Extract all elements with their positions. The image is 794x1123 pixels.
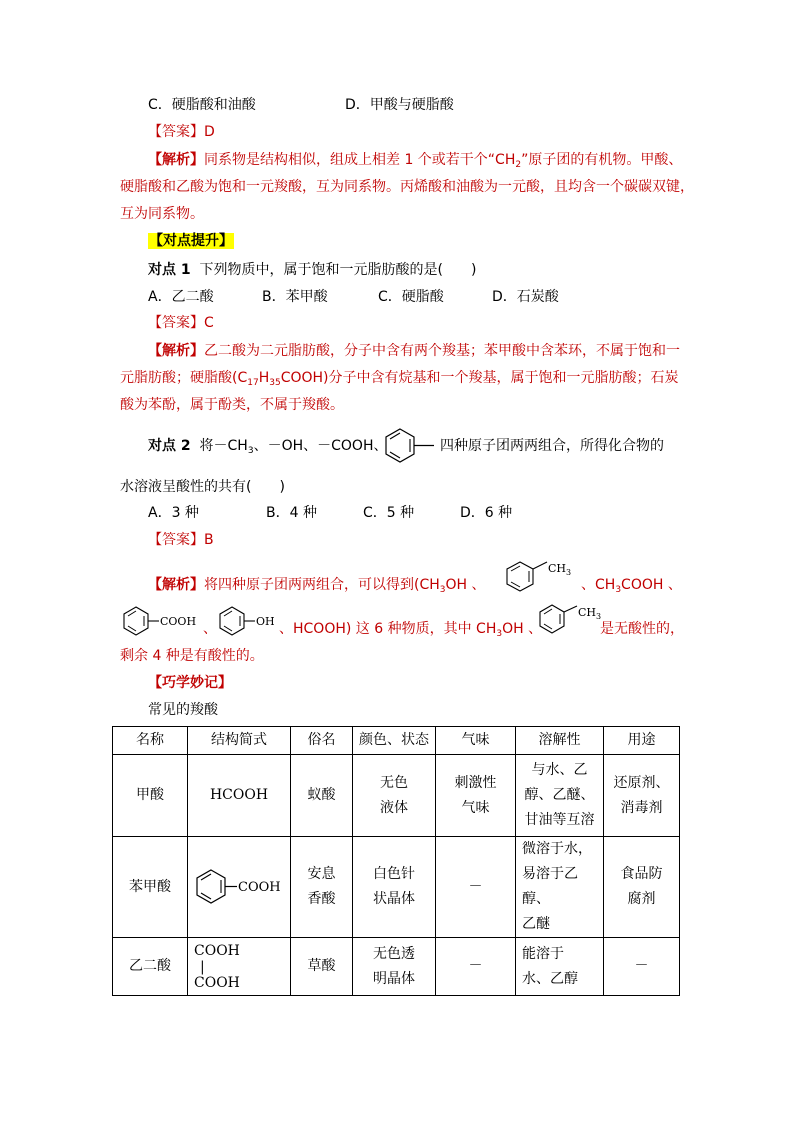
header-cell: 俗名 [291,727,353,755]
table-header-row [113,727,680,755]
q1-analysis-2: 元脂肪酸；硬脂酸$(C_{17}H_{35}COOH)$分子中含有烷基和一个羧基，属于饱和一元脂肪酸；石炭 [120,370,679,388]
q1-opt-d: D．石炭酸 [492,289,559,305]
q2-analysis-1b: 、$CH_3COOH$ 、 [581,577,682,595]
q2-analysis-2c: 是无酸性的， [600,621,684,637]
option-d: D．甲酸与硬脂酸 [345,97,454,113]
analysis-line-2: 硬脂酸和乙酸为饱和一元羧酸，互为同系物。丙烯酸和油酸为一元酸，且均含一个碳碳双键， [120,179,694,195]
acid-common-name: 蚁酸 [291,755,353,837]
acid-common-name: 安息 香酸 [291,837,353,938]
q2-stem-a: 对点 2 将$-CH_3$、－OH、－COOH、 [148,438,388,456]
q1-opt-c: C．硬脂酸 [378,289,444,305]
header-cell: 溶解性 [516,727,604,755]
acid-solubility: 与水、乙 醇、乙醚、 甘油等互溶 [516,755,604,837]
q2-analysis-2a: 、 [203,621,217,637]
benzoic-acid-structure-icon [189,867,289,907]
q2-opt-a: A．3 种 [148,505,199,521]
q2-stem-c: 四种原子团两两组合，所得化合物的 [440,438,664,454]
acid-use: － [604,938,680,996]
table-row [113,837,680,938]
header-cell: 结构简式 [188,727,291,755]
table-row [113,755,680,837]
q1-opt-b: B．苯甲酸 [262,289,328,305]
acid-name: 乙二酸 [113,938,188,996]
acid-formula: COOH | COOH [188,938,291,996]
section-title: 【对点提升】 [149,233,233,249]
acid-state: 白色针 状晶体 [353,837,436,938]
acid-formula [188,837,291,938]
acid-solubility: 能溶于 水、乙醇 [516,938,604,996]
q1-opt-a: A．乙二酸 [148,289,214,305]
svg-text:COOH: COOH [160,615,197,628]
q1-answer: 【答案】C [148,315,214,331]
acid-odor: － [436,837,516,938]
q2-analysis-1a: 【解析】将四种原子团两两组合，可以得到($CH_3OH$ 、 [148,577,486,595]
acid-odor: 刺激性 气味 [436,755,516,837]
analysis-line-1: 【解析】同系物是结构相似，组成上相差 1 个或若干个“$CH_2$”原子团的有机物。甲酸、 [148,152,683,170]
q1-stem: 对点 1 下列物质中，属于饱和一元脂肪酸的是( ) [148,262,477,278]
toluene-structure-icon [534,602,604,636]
header-cell: 名称 [113,727,188,755]
acid-use: 还原剂、 消毒剂 [604,755,680,837]
phenyl-structure-icon [378,426,436,466]
acid-use: 食品防 腐剂 [604,837,680,938]
q2-answer: 【答案】B [148,532,214,548]
header-cell: 颜色、状态 [353,727,436,755]
svg-text:CH3: $CH_3$ [578,606,602,621]
q2-opt-b: B．4 种 [266,505,317,521]
option-c: C．硬脂酸和油酸 [148,97,256,113]
q2-opt-d: D．6 种 [460,505,513,521]
toluene-structure-icon [500,559,580,595]
answer-label: 【答案】D [148,124,215,140]
svg-text:COOH: COOH [238,880,281,895]
svg-text:CH3: $CH_3$ [548,562,572,577]
benzoic-acid-structure-icon [119,604,201,638]
acid-common-name: 草酸 [291,938,353,996]
acid-name: 甲酸 [113,755,188,837]
table-row [113,938,680,996]
q1-analysis-1: 【解析】乙二酸为二元脂肪酸，分子中含有两个羧基；苯甲酸中含苯环，不属于饱和一 [148,343,680,359]
q2-stem-2: 水溶液呈酸性的共有( ) [120,479,285,495]
acid-odor: － [436,938,516,996]
header-cell: 气味 [436,727,516,755]
q2-analysis-2b: 、HCOOH) 这 6 种物质，其中 $CH_3OH$ 、 [279,621,543,639]
table-caption: 常见的羧酸 [148,702,218,718]
svg-text:OH: OH [256,615,275,628]
acid-state: 无色 液体 [353,755,436,837]
memo-title: 【巧学妙记】 [148,675,232,691]
q1-analysis-3: 酸为苯酚，属于酚类，不属于羧酸。 [120,397,344,413]
analysis-line-3: 互为同系物。 [120,206,204,222]
q2-opt-c: C．5 种 [363,505,415,521]
acid-name: 苯甲酸 [113,837,188,938]
carboxylic-acids-table [112,726,680,996]
acid-formula: HCOOH [188,755,291,837]
phenol-structure-icon [215,604,279,638]
q2-analysis-3: 剩余 4 种是有酸性的。 [120,648,264,664]
header-cell: 用途 [604,727,680,755]
acid-solubility: 微溶于水， 易溶于乙醇、 乙醚 [516,837,604,938]
acid-state: 无色透 明晶体 [353,938,436,996]
